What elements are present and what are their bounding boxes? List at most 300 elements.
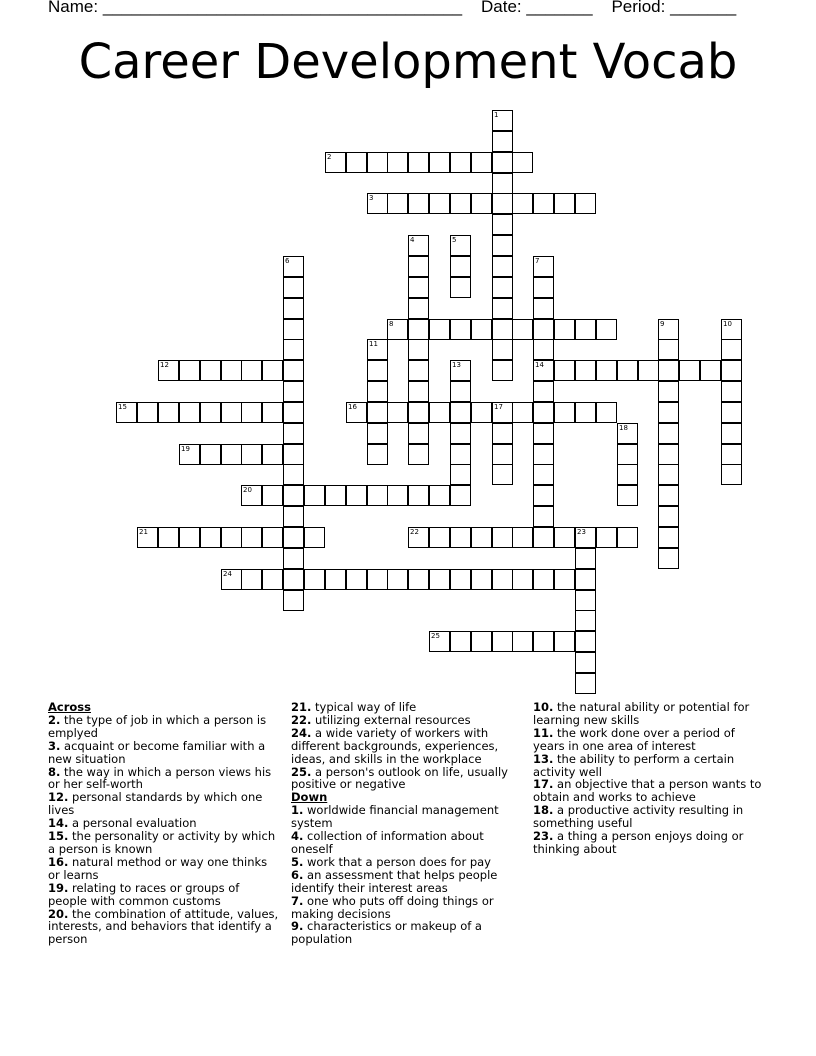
date-blank[interactable]: _______ xyxy=(526,0,593,16)
crossword-cell[interactable] xyxy=(429,527,450,548)
crossword-cell[interactable] xyxy=(200,527,221,548)
crossword-cell[interactable] xyxy=(575,360,596,381)
crossword-cell[interactable] xyxy=(262,527,283,548)
crossword-cell[interactable] xyxy=(721,319,742,340)
clue-number-label: 21. xyxy=(291,700,312,714)
clue-text: a personal evaluation xyxy=(68,816,197,831)
crossword-cell[interactable] xyxy=(408,402,429,423)
clue-column-3 xyxy=(533,701,765,856)
clue-across xyxy=(291,727,523,766)
crossword-cell[interactable] xyxy=(325,569,346,590)
clue-number: 23 xyxy=(577,528,586,536)
clue-text: natural method or way one thinks or learns xyxy=(48,854,268,882)
crossword-cell[interactable] xyxy=(492,444,513,465)
crossword-cell[interactable] xyxy=(721,339,742,360)
crossword-cell[interactable] xyxy=(658,464,679,485)
clue-text: an objective that a person wants to obtain and works to achieve xyxy=(533,777,762,805)
clue-number: 21 xyxy=(139,528,148,536)
crossword-cell[interactable] xyxy=(408,444,429,465)
crossword-cell[interactable] xyxy=(367,485,388,506)
crossword-cell[interactable] xyxy=(492,402,513,423)
crossword-cell[interactable] xyxy=(283,423,304,444)
crossword-cell[interactable] xyxy=(387,569,408,590)
clue-number-label: 14. xyxy=(48,816,69,831)
clue-number: 20 xyxy=(243,486,252,494)
crossword-cell[interactable] xyxy=(617,527,638,548)
crossword-cell[interactable] xyxy=(408,256,429,277)
clue-number-label: 17. xyxy=(533,777,554,792)
crossword-cell[interactable] xyxy=(429,485,450,506)
clue-down xyxy=(533,830,765,856)
crossword-cell[interactable] xyxy=(408,569,429,590)
crossword-cell[interactable] xyxy=(554,631,575,652)
clue-down xyxy=(533,753,765,779)
crossword-cell[interactable] xyxy=(408,277,429,298)
crossword-cell[interactable] xyxy=(346,402,367,423)
clue-number: 10 xyxy=(723,320,732,328)
crossword-cell[interactable] xyxy=(492,173,513,194)
crossword-cell[interactable] xyxy=(241,485,262,506)
crossword-cell[interactable] xyxy=(554,527,575,548)
crossword-cell[interactable] xyxy=(450,402,471,423)
clue-down xyxy=(533,804,765,830)
crossword-cell[interactable] xyxy=(367,152,388,173)
crossword-cell[interactable] xyxy=(575,652,596,673)
crossword-cell[interactable] xyxy=(471,527,492,548)
clue-down xyxy=(291,804,523,830)
crossword-cell[interactable] xyxy=(450,485,471,506)
clue-text: the ability to perform a certain activity well xyxy=(533,751,735,779)
crossword-cell[interactable] xyxy=(241,444,262,465)
crossword-cell[interactable] xyxy=(575,610,596,631)
crossword-cell[interactable] xyxy=(387,152,408,173)
crossword-cell[interactable] xyxy=(450,464,471,485)
crossword-cell[interactable] xyxy=(658,423,679,444)
crossword-cell[interactable] xyxy=(575,527,596,548)
crossword-cell[interactable] xyxy=(492,423,513,444)
crossword-cell[interactable] xyxy=(658,360,679,381)
crossword-cell[interactable] xyxy=(533,506,554,527)
crossword-cell[interactable] xyxy=(325,152,346,173)
clue-number: 11 xyxy=(369,340,378,348)
crossword-cell[interactable] xyxy=(575,631,596,652)
crossword-cell[interactable] xyxy=(179,360,200,381)
crossword-cell[interactable] xyxy=(283,590,304,611)
crossword-cell[interactable] xyxy=(283,277,304,298)
clue-text: characteristics or makeup of a population xyxy=(291,919,482,947)
crossword-cell[interactable] xyxy=(200,360,221,381)
clue-number-label: 1. xyxy=(291,803,304,818)
crossword-cell[interactable] xyxy=(262,569,283,590)
crossword-cell[interactable] xyxy=(533,339,554,360)
crossword-cell[interactable] xyxy=(492,235,513,256)
crossword-cell[interactable] xyxy=(283,464,304,485)
crossword-cell[interactable] xyxy=(241,402,262,423)
crossword-cell[interactable] xyxy=(492,339,513,360)
crossword-cell[interactable] xyxy=(367,569,388,590)
clue-number-label: 7. xyxy=(291,893,304,908)
crossword-cell[interactable] xyxy=(617,485,638,506)
clue-number: 19 xyxy=(181,445,190,453)
crossword-cell[interactable] xyxy=(450,152,471,173)
clue-number-label: 18. xyxy=(533,803,554,818)
clue-number-label: 3. xyxy=(48,738,61,753)
crossword-cell[interactable] xyxy=(492,298,513,319)
crossword-cell[interactable] xyxy=(346,152,367,173)
crossword-cell[interactable] xyxy=(700,360,721,381)
crossword-cell[interactable] xyxy=(221,360,242,381)
crossword-cell[interactable] xyxy=(429,631,450,652)
crossword-cell[interactable] xyxy=(367,423,388,444)
crossword-cell[interactable] xyxy=(408,152,429,173)
clue-number-label: 6. xyxy=(291,867,304,882)
crossword-cell[interactable] xyxy=(471,319,492,340)
crossword-cell[interactable] xyxy=(658,381,679,402)
crossword-cell[interactable] xyxy=(471,193,492,214)
crossword-cell[interactable] xyxy=(658,444,679,465)
clue-number-label: 4. xyxy=(291,829,304,844)
crossword-cell[interactable] xyxy=(721,402,742,423)
crossword-cell[interactable] xyxy=(283,569,304,590)
crossword-cell[interactable] xyxy=(262,485,283,506)
crossword-cell[interactable] xyxy=(533,402,554,423)
crossword-cell[interactable] xyxy=(575,673,596,694)
crossword-cell[interactable] xyxy=(367,402,388,423)
clue-text: an assessment that helps people identify their interest areas xyxy=(291,867,498,895)
crossword-cell[interactable] xyxy=(429,193,450,214)
crossword-cell[interactable] xyxy=(512,402,533,423)
crossword-cell[interactable] xyxy=(596,319,617,340)
crossword-cell[interactable] xyxy=(429,402,450,423)
crossword-cell[interactable] xyxy=(367,193,388,214)
crossword-cell[interactable] xyxy=(533,360,554,381)
crossword-cell[interactable] xyxy=(304,527,325,548)
crossword-cell[interactable] xyxy=(575,548,596,569)
name-label: Name: xyxy=(48,0,99,16)
crossword-cell[interactable] xyxy=(387,193,408,214)
crossword-cell[interactable] xyxy=(221,569,242,590)
crossword-cell[interactable] xyxy=(262,444,283,465)
clue-text: the natural ability or potential for learning new skills xyxy=(533,700,750,727)
crossword-cell[interactable] xyxy=(512,319,533,340)
crossword-cell[interactable] xyxy=(617,444,638,465)
clue-text: a thing a person enjoys doing or thinking about xyxy=(533,829,744,856)
page-title: Career Development Vocab xyxy=(78,34,738,90)
clue-text: worldwide financial management system xyxy=(291,803,499,831)
crossword-cell[interactable] xyxy=(492,277,513,298)
clue-text: the personality or activity by which a person is known xyxy=(48,829,276,856)
crossword-cell[interactable] xyxy=(471,569,492,590)
crossword-cell[interactable] xyxy=(721,444,742,465)
crossword-cell[interactable] xyxy=(554,319,575,340)
crossword-cell[interactable] xyxy=(408,298,429,319)
clue-across xyxy=(48,882,280,908)
crossword-cell[interactable] xyxy=(533,319,554,340)
crossword-cell[interactable] xyxy=(721,464,742,485)
crossword-cell[interactable] xyxy=(575,319,596,340)
crossword-cell[interactable] xyxy=(554,360,575,381)
clue-number: 22 xyxy=(410,528,419,536)
crossword-cell[interactable] xyxy=(241,569,262,590)
crossword-cell[interactable] xyxy=(429,152,450,173)
clue-down xyxy=(291,869,523,895)
crossword-cell[interactable] xyxy=(721,423,742,444)
crossword-cell[interactable] xyxy=(283,402,304,423)
crossword-cell[interactable] xyxy=(492,193,513,214)
crossword-cell[interactable] xyxy=(450,360,471,381)
crossword-cell[interactable] xyxy=(471,152,492,173)
clue-text: work that a person does for pay xyxy=(303,854,491,869)
crossword-cell[interactable] xyxy=(241,360,262,381)
clue-text: the combination of attitude, values, interests, and behaviors that identify a person xyxy=(48,906,279,947)
crossword-cell[interactable] xyxy=(512,152,533,173)
crossword-cell[interactable] xyxy=(492,360,513,381)
clue-column-2 xyxy=(291,701,523,946)
crossword-cell[interactable] xyxy=(533,444,554,465)
crossword-cell[interactable] xyxy=(200,444,221,465)
crossword-cell[interactable] xyxy=(533,631,554,652)
crossword-cell[interactable] xyxy=(429,569,450,590)
crossword-cell[interactable] xyxy=(617,360,638,381)
crossword-cell[interactable] xyxy=(512,569,533,590)
crossword-cell[interactable] xyxy=(221,444,242,465)
clue-number-label: 23. xyxy=(533,829,554,844)
crossword-cell[interactable] xyxy=(429,319,450,340)
crossword-cell[interactable] xyxy=(262,360,283,381)
clue-text: the type of job in which a person is emplyed xyxy=(48,712,267,740)
crossword-cell[interactable] xyxy=(492,631,513,652)
crossword-cell[interactable] xyxy=(533,527,554,548)
crossword-cell[interactable] xyxy=(471,402,492,423)
clue-text: relating to races or groups of people with common customs xyxy=(48,880,240,908)
crossword-cell[interactable] xyxy=(471,631,492,652)
crossword-cell[interactable] xyxy=(492,214,513,235)
clue-text: typical way of life xyxy=(311,700,417,714)
crossword-cell[interactable] xyxy=(638,360,659,381)
clue-across xyxy=(291,766,523,792)
name-blank[interactable]: ______________________________________ xyxy=(102,0,463,16)
crossword-cell[interactable] xyxy=(450,527,471,548)
crossword-cell[interactable] xyxy=(450,631,471,652)
crossword-cell[interactable] xyxy=(367,360,388,381)
crossword-cell[interactable] xyxy=(492,569,513,590)
crossword-cell[interactable] xyxy=(658,319,679,340)
crossword-cell[interactable] xyxy=(179,527,200,548)
crossword-cell[interactable] xyxy=(596,527,617,548)
crossword-cell[interactable] xyxy=(158,360,179,381)
clue-text: one who puts off doing things or making decisions xyxy=(291,893,494,921)
crossword-cell[interactable] xyxy=(658,506,679,527)
crossword-cell[interactable] xyxy=(533,485,554,506)
crossword-cell[interactable] xyxy=(346,485,367,506)
clue-number-label: 2. xyxy=(48,712,61,727)
crossword-cell[interactable] xyxy=(512,193,533,214)
crossword-cell[interactable] xyxy=(533,464,554,485)
clue-text: a person's outlook on life, usually positive or negative xyxy=(291,764,508,792)
crossword-cell[interactable] xyxy=(158,402,179,423)
crossword-cell[interactable] xyxy=(492,527,513,548)
crossword-cell[interactable] xyxy=(596,360,617,381)
crossword-cell[interactable] xyxy=(387,319,408,340)
crossword-cell[interactable] xyxy=(533,423,554,444)
crossword-cell[interactable] xyxy=(617,464,638,485)
crossword-cell[interactable] xyxy=(346,569,367,590)
crossword-cell[interactable] xyxy=(721,360,742,381)
clue-number: 3 xyxy=(369,194,374,202)
clue-number: 2 xyxy=(327,153,332,161)
crossword-cell[interactable] xyxy=(575,569,596,590)
crossword-cell[interactable] xyxy=(283,298,304,319)
clue-text: the way in which a person views his or her self-worth xyxy=(48,764,272,792)
down-heading: Down xyxy=(291,790,328,805)
crossword-cell[interactable] xyxy=(450,193,471,214)
crossword-cell[interactable] xyxy=(450,423,471,444)
crossword-cell[interactable] xyxy=(658,485,679,506)
crossword-cell[interactable] xyxy=(387,485,408,506)
crossword-cell[interactable] xyxy=(408,485,429,506)
crossword-cell[interactable] xyxy=(533,193,554,214)
crossword-cell[interactable] xyxy=(658,339,679,360)
crossword-cell[interactable] xyxy=(367,339,388,360)
clue-number: 16 xyxy=(348,403,357,411)
crossword-cell[interactable] xyxy=(450,235,471,256)
crossword-cell[interactable] xyxy=(158,527,179,548)
crossword-cell[interactable] xyxy=(512,527,533,548)
crossword-cell[interactable] xyxy=(283,485,304,506)
crossword-cell[interactable] xyxy=(179,444,200,465)
crossword-cell[interactable] xyxy=(679,360,700,381)
crossword-cell[interactable] xyxy=(283,548,304,569)
clue-number: 4 xyxy=(410,236,415,244)
clue-number: 7 xyxy=(535,257,540,265)
clue-down xyxy=(533,778,765,804)
clue-number-label: 9. xyxy=(291,919,304,934)
crossword-cell[interactable] xyxy=(304,485,325,506)
crossword-cell[interactable] xyxy=(492,256,513,277)
crossword-cell[interactable] xyxy=(408,381,429,402)
clue-number: 5 xyxy=(452,236,457,244)
clue-number: 9 xyxy=(660,320,665,328)
crossword-cell[interactable] xyxy=(221,402,242,423)
crossword-cell[interactable] xyxy=(408,319,429,340)
crossword-cell[interactable] xyxy=(408,423,429,444)
clue-number: 25 xyxy=(431,632,440,640)
crossword-cell[interactable] xyxy=(221,527,242,548)
crossword-cell[interactable] xyxy=(137,402,158,423)
crossword-cell[interactable] xyxy=(492,319,513,340)
crossword-cell[interactable] xyxy=(408,235,429,256)
crossword-cell[interactable] xyxy=(179,402,200,423)
crossword-cell[interactable] xyxy=(241,527,262,548)
crossword-cell[interactable] xyxy=(367,381,388,402)
crossword-cell[interactable] xyxy=(408,193,429,214)
crossword-cell[interactable] xyxy=(596,402,617,423)
crossword-cell[interactable] xyxy=(450,569,471,590)
crossword-cell[interactable] xyxy=(262,402,283,423)
crossword-cell[interactable] xyxy=(367,444,388,465)
crossword-cell[interactable] xyxy=(325,485,346,506)
crossword-cell[interactable] xyxy=(492,464,513,485)
crossword-cell[interactable] xyxy=(533,569,554,590)
crossword-cell[interactable] xyxy=(450,444,471,465)
crossword-cell[interactable] xyxy=(283,381,304,402)
crossword-cell[interactable] xyxy=(283,360,304,381)
crossword-cell[interactable] xyxy=(116,402,137,423)
crossword-cell[interactable] xyxy=(200,402,221,423)
period-blank[interactable]: _______ xyxy=(670,0,737,16)
clue-down xyxy=(533,727,765,753)
clue-number: 1 xyxy=(494,111,499,119)
clue-number-label: 24. xyxy=(291,725,312,740)
crossword-cell[interactable] xyxy=(575,590,596,611)
crossword-cell[interactable] xyxy=(283,506,304,527)
crossword-cell[interactable] xyxy=(408,527,429,548)
crossword-cell[interactable] xyxy=(387,402,408,423)
date-label: Date: xyxy=(481,0,522,16)
crossword-cell[interactable] xyxy=(617,423,638,444)
across-heading: Across xyxy=(48,700,91,714)
clue-number-label: 15. xyxy=(48,829,69,844)
crossword-cell[interactable] xyxy=(533,381,554,402)
crossword-cell[interactable] xyxy=(304,569,325,590)
crossword-cell[interactable] xyxy=(533,298,554,319)
crossword-cell[interactable] xyxy=(283,256,304,277)
crossword-cell[interactable] xyxy=(283,339,304,360)
crossword-cell[interactable] xyxy=(533,256,554,277)
crossword-cell[interactable] xyxy=(450,319,471,340)
clue-text: a productive activity resulting in something useful xyxy=(533,803,744,831)
crossword-cell[interactable] xyxy=(658,548,679,569)
crossword-cell[interactable] xyxy=(450,256,471,277)
clue-across xyxy=(48,740,280,766)
crossword-cell[interactable] xyxy=(533,277,554,298)
crossword-cell[interactable] xyxy=(137,527,158,548)
crossword-cell[interactable] xyxy=(575,193,596,214)
clue-down xyxy=(533,701,765,727)
crossword-cell[interactable] xyxy=(554,569,575,590)
clue-number-label: 22. xyxy=(291,712,312,727)
crossword-cell[interactable] xyxy=(721,381,742,402)
crossword-cell[interactable] xyxy=(554,193,575,214)
crossword-cell[interactable] xyxy=(283,319,304,340)
clue-across xyxy=(48,856,280,882)
crossword-cell[interactable] xyxy=(408,339,429,360)
clue-across xyxy=(48,766,280,792)
crossword-cell[interactable] xyxy=(492,152,513,173)
clue-number: 12 xyxy=(160,361,169,369)
crossword-cell[interactable] xyxy=(283,527,304,548)
crossword-cell[interactable] xyxy=(658,527,679,548)
clue-text: the work done over a period of years in one area of interest xyxy=(533,725,735,753)
clue-number-label: 12. xyxy=(48,790,69,805)
crossword-cell[interactable] xyxy=(408,360,429,381)
crossword-cell[interactable] xyxy=(492,131,513,152)
period-label: Period: xyxy=(611,0,666,16)
clue-text: collection of information about oneself xyxy=(291,829,484,856)
clue-number-label: 11. xyxy=(533,725,554,740)
crossword-cell[interactable] xyxy=(658,402,679,423)
crossword-cell[interactable] xyxy=(512,631,533,652)
clue-number: 14 xyxy=(535,361,544,369)
crossword-cell[interactable] xyxy=(283,444,304,465)
clue-text: utilizing external resources xyxy=(311,712,471,727)
clue-number-label: 25. xyxy=(291,764,312,779)
crossword-cell[interactable] xyxy=(450,381,471,402)
crossword-cell[interactable] xyxy=(450,277,471,298)
crossword-cell[interactable] xyxy=(554,402,575,423)
crossword-cell[interactable] xyxy=(492,110,513,131)
crossword-cell[interactable] xyxy=(575,402,596,423)
